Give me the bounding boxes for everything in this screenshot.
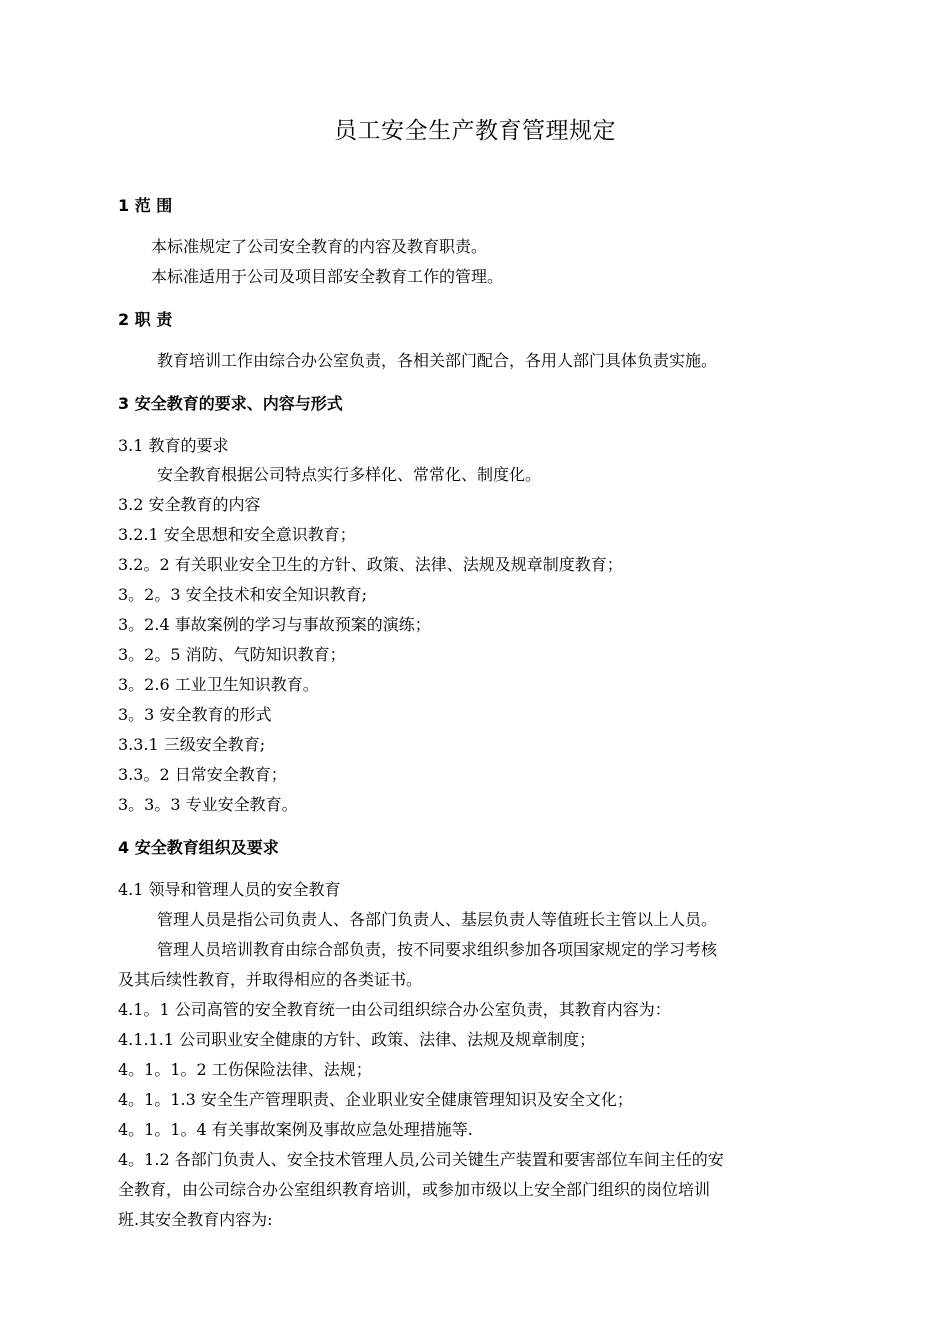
paragraph-line: 及其后续性教育，并取得相应的各类证书。: [118, 970, 423, 989]
paragraph-line: 教育培训工作由综合办公室负责，各相关部门配合，各用人部门具体负责实施。: [157, 351, 718, 370]
paragraph-line: 4。1。1。4 有关事故案例及事故应急处理措施等.: [118, 1120, 473, 1139]
paragraph-line: 3.2 安全教育的内容: [118, 495, 261, 514]
paragraph-line: 3。2.4 事故案例的学习与事故预案的演练；: [118, 615, 431, 634]
paragraph-line: 4.1。1 公司高管的安全教育统一由公司组织综合办公室负责，其教育内容为：: [118, 1000, 671, 1019]
paragraph-line: 班.其安全教育内容为:: [118, 1210, 273, 1229]
section-heading-duties: 2 职 责: [118, 310, 173, 329]
paragraph-line: 管理人员培训教育由综合部负责，按不同要求组织参加各项国家规定的学习考核: [157, 940, 718, 959]
paragraph-line: 3。2。3 安全技术和安全知识教育;: [118, 585, 368, 604]
paragraph-line: 4.1.1.1 公司职业安全健康的方针、政策、法律、法规及规章制度；: [118, 1030, 596, 1049]
paragraph-line: 管理人员是指公司负责人、各部门负责人、基层负责人等值班长主管以上人员。: [157, 910, 718, 929]
paragraph-line: 3.3.1 三级安全教育;: [118, 735, 266, 754]
paragraph-line: 3。2.6 工业卫生知识教育。: [118, 675, 319, 694]
paragraph-line: 3.2。2 有关职业安全卫生的方针、政策、法律、法规及规章制度教育；: [118, 555, 623, 574]
paragraph-line: 安全教育根据公司特点实行多样化、常常化、制度化。: [157, 465, 542, 484]
section-heading-requirements: 3 安全教育的要求、内容与形式: [118, 394, 343, 413]
paragraph-line: 3。3 安全教育的形式: [118, 705, 272, 724]
document-title: 员工安全生产教育管理规定: [334, 118, 616, 144]
paragraph-line: 3。3。3 专业安全教育。: [118, 795, 298, 814]
paragraph-line: 3.2.1 安全思想和安全意识教育；: [118, 525, 356, 544]
paragraph-line: 4。1。1.3 安全生产管理职责、企业职业安全健康管理知识及安全文化；: [118, 1090, 633, 1109]
paragraph-line: 全教育，由公司综合办公室组织教育培训，或参加市级以上安全部门组织的岗位培训: [118, 1180, 711, 1199]
paragraph-line: 3.3。2 日常安全教育；: [118, 765, 287, 784]
paragraph-line: 4。1。1。2 工伤保险法律、法规；: [118, 1060, 372, 1079]
paragraph-line: 3。2。5 消防、气防知识教育；: [118, 645, 346, 664]
section-heading-scope: 1 范 围: [118, 196, 173, 215]
paragraph-line: 4.1 领导和管理人员的安全教育: [118, 880, 341, 899]
paragraph-line: 本标准适用于公司及项目部安全教育工作的管理。: [151, 267, 504, 286]
section-heading-organization: 4 安全教育组织及要求: [118, 838, 279, 857]
paragraph-line: 3.1 教育的要求: [118, 436, 229, 455]
paragraph-line: 4。1.2 各部门负责人、安全技术管理人员,公司关键生产装置和要害部位车间主任的安: [118, 1150, 724, 1169]
paragraph-line: 本标准规定了公司安全教育的内容及教育职责。: [151, 237, 488, 256]
